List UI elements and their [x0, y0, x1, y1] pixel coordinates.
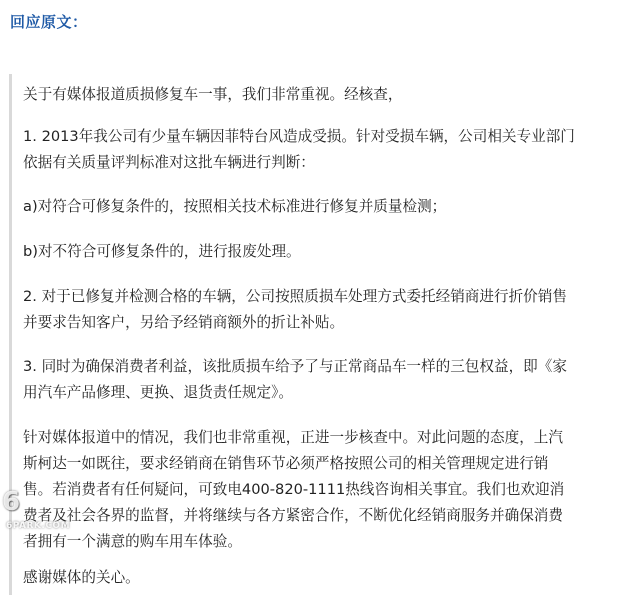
- paragraph-point-1: [23, 124, 633, 176]
- paragraph-point-2: [23, 284, 633, 336]
- text-line: a)对符合可修复条件的，按照相关技术标准进行修复并质量检测；: [23, 198, 447, 215]
- heading-original-response: 回应原文：: [10, 13, 88, 31]
- paragraph-point-a: [23, 194, 633, 220]
- text-line: 针对媒体报道中的情况，我们也非常重视，正进一步核查中。对此问题的态度，上汽: [23, 429, 563, 446]
- text-line: 3. 同时为确保消费者利益，该批质损车给予了与正常商品车一样的三包权益，即《家: [23, 358, 567, 375]
- text-line: 者拥有一个满意的购车用车体验。: [23, 533, 242, 550]
- text-line: 费者及社会各界的监督，并将继续与各方紧密合作，不断优化经销商服务并确保消费: [23, 507, 563, 524]
- quoted-statement: [9, 74, 638, 595]
- text-line: 斯柯达一如既往，要求经销商在销售环节必须严格按照公司的相关管理规定进行销: [23, 455, 549, 472]
- text-line: 关于有媒体报道质损修复车一事，我们非常重视。经核查，: [23, 86, 403, 103]
- text-line: b)对不符合可修复条件的，进行报废处理。: [23, 243, 301, 260]
- text-line: 1. 2013年我公司有少量车辆因菲特台风造成受损。针对受损车辆，公司相关专业部门: [23, 128, 575, 145]
- watermark-logo-icon: 6: [2, 487, 21, 517]
- text-line: 售。若消费者有任何疑问，可致电400-820-1111热线咨询相关事宜。我们也欢迎消: [23, 481, 565, 498]
- paragraph-closing: [23, 565, 633, 591]
- paragraph-point-b: [23, 239, 633, 265]
- paragraph-response: [23, 425, 633, 555]
- text-line: 用汽车产品修理、更换、退货责任规定》。: [23, 384, 293, 401]
- paragraph-point-3: [23, 354, 633, 406]
- paragraph-intro: [23, 82, 633, 108]
- watermark-text: 6PARK.COM: [6, 521, 71, 531]
- text-line: 感谢媒体的关心。: [23, 569, 140, 586]
- text-line: 并要求告知客户，另给予经销商额外的折让补贴。: [23, 314, 345, 331]
- text-line: 2. 对于已修复并检测合格的车辆，公司按照质损车处理方式委托经销商进行折价销售: [23, 288, 567, 305]
- text-line: 依据有关质量评判标准对这批车辆进行判断：: [23, 154, 315, 171]
